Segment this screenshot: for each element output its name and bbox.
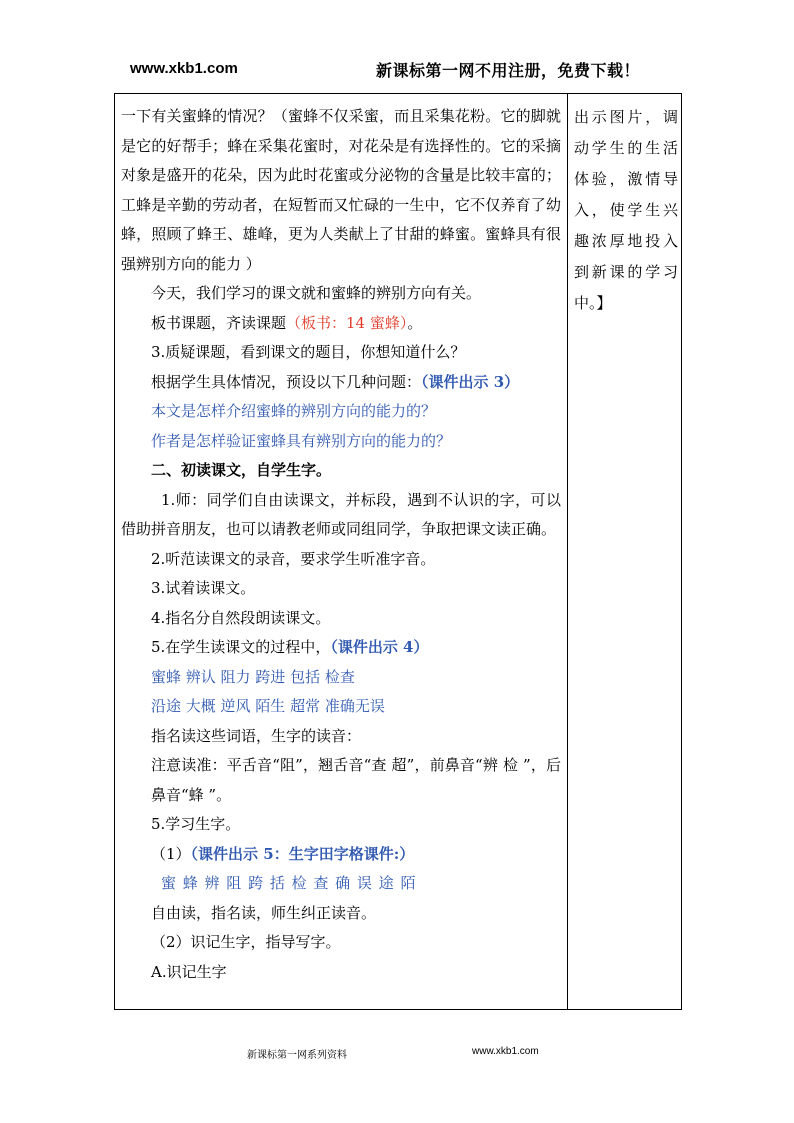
- intro-paragraph: 一下有关蜜蜂的情况？（蜜蜂不仅采蜜，而且采集花粉。它的脚就是它的好帮手；蜂在采集花蜜时，对花朵是有选择性的。它的采摘对象是盛开的花朵，因为此时花蜜或分泌物的含量是比较丰富的；工蜂是辛勤的劳动者，在短暂而又忙碌的一生中，它不仅养育了幼蜂，照顾了蜂王、雄峰，更为人类献上了甘甜的蜂蜜。蜜蜂具有很强辨别方向的能力 ）: [121, 107, 561, 273]
- sub-step-a: A.识记生字: [151, 962, 227, 981]
- self-read: 自由读，指名读，师生纠正读音。: [151, 903, 377, 922]
- preset-line: [121, 368, 561, 398]
- step-1-text: 1.师：同学们自由读课文，并标段，遇到不认识的字，可以借助拼音朋友，也可以请教老师或同组同学，争取把课文读正确。: [121, 490, 561, 538]
- today-line: 今天，我们学习的课文就和蜜蜂的辨别方向有关。: [151, 284, 482, 302]
- lesson-table: [114, 93, 682, 1010]
- step-5: [121, 633, 561, 663]
- board-line: [121, 309, 561, 339]
- preset-courseware: （课件出示 3）: [421, 372, 520, 391]
- step-2: 2.听范读课文的录音，要求学生听准字音。: [151, 549, 436, 568]
- main-column: [121, 102, 561, 987]
- column-divider: [567, 94, 568, 1009]
- board-prefix: 板书课题，齐读课题: [151, 313, 287, 332]
- char-list: 蜜 蜂 辨 阻 跨 括 检 查 确 误 途 陌: [161, 874, 417, 892]
- side-note: 出示图片，调动学生的生活体验，激情导入，使学生兴趣浓厚地投入到新课的学习中。】: [574, 108, 678, 312]
- step-3: 3.试着读课文。: [151, 579, 256, 597]
- header-slogan: 新课标第一网不用注册，免费下载！: [376, 61, 641, 80]
- read-words: 指名读这些词语，生字的读音：: [151, 726, 362, 745]
- step-1: [121, 486, 561, 545]
- sub-1-prefix: （1）: [151, 844, 191, 863]
- word-list-2: 沿途 大概 逆风 陌生 超常 准确无误: [151, 697, 385, 715]
- step-5-prefix: 5.在学生读课文的过程中，: [151, 638, 331, 656]
- board-red: （板书：14 蜜蜂）: [286, 313, 408, 332]
- question-step: 3.质疑课题，看到课文的题目，你想知道什么？: [151, 343, 466, 361]
- step-4: 4.指名分自然段朗读课文。: [151, 608, 331, 627]
- board-suffix: 。: [407, 313, 423, 332]
- learn-chars: 5.学习生字。: [151, 815, 241, 833]
- sub-step-2: （2）识记生字，指导写字。: [151, 933, 341, 951]
- sub-1-courseware: （课件出示 5：生字田字格课件:）: [190, 844, 415, 863]
- preset-question-2: 作者是怎样验证蜜蜂具有辨别方向的能力的？: [151, 431, 452, 450]
- word-list-1: 蜜蜂 辨认 阻力 跨进 包括 检查: [151, 667, 355, 686]
- sub-step-1: [121, 840, 561, 870]
- header-site: www.xkb1.com: [130, 60, 238, 77]
- preset-prefix: 根据学生具体情况，预设以下几种问题：: [151, 372, 422, 391]
- footer-left: 新课标第一网系列资料: [247, 1050, 347, 1061]
- footer-right: www.xkb1.com: [472, 1046, 539, 1057]
- section-heading: 二、初读课文，自学生字。: [151, 461, 332, 479]
- side-column: [574, 102, 678, 319]
- preset-question-1: 本文是怎样介绍蜜蜂的辨别方向的能力的？: [151, 402, 437, 420]
- step-5-courseware: （课件出示 4）: [330, 638, 429, 656]
- pronunciation-note: 注意读准：平舌音“阻”，翘舌音“查 超”，前鼻音“辨 检 ”，后鼻音“蜂 ”。: [151, 756, 561, 804]
